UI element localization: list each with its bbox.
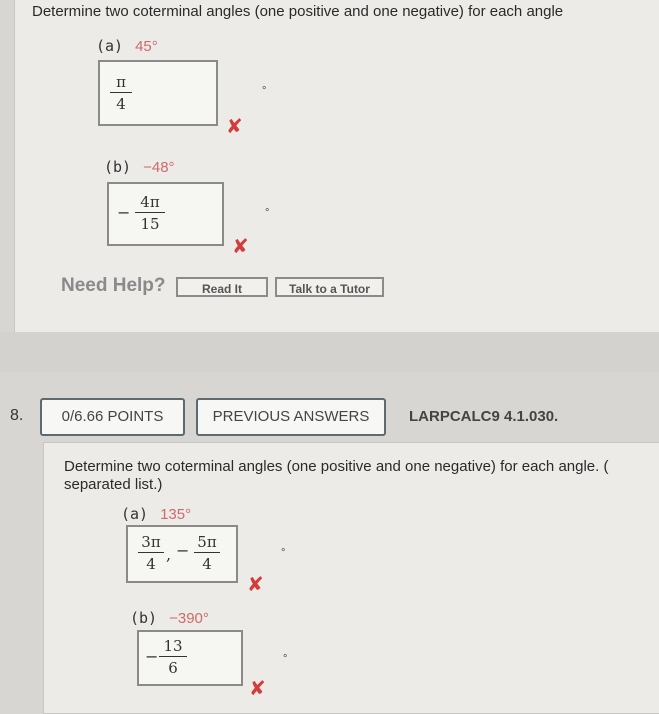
part-label-text: (b) — [104, 158, 132, 176]
question-separator — [0, 332, 659, 372]
question-number: 8. — [10, 407, 24, 424]
answer-box-a[interactable] — [98, 60, 218, 126]
part-a-label — [121, 505, 191, 523]
part-label-text: (b) — [130, 609, 158, 627]
degree-mark-icon: ° — [281, 547, 286, 559]
part-label-text: (a) — [96, 37, 124, 55]
degree-mark-icon: ° — [262, 85, 267, 97]
problem-code: LARPCALC9 4.1.030. — [409, 408, 559, 425]
fraction-numerator: 5π — [194, 533, 220, 553]
degree-mark-icon: ° — [283, 653, 288, 665]
answer-box-a[interactable] — [126, 525, 238, 583]
fraction-denominator: 6 — [168, 659, 178, 677]
points-badge: 0/6.66 POINTS — [40, 398, 185, 436]
talk-to-tutor-button[interactable]: Talk to a Tutor — [275, 277, 384, 297]
angle-value: 135° — [160, 506, 192, 523]
angle-value: −390° — [169, 610, 209, 627]
minus-sign: − — [145, 647, 159, 666]
fraction-numerator: 13 — [159, 637, 187, 657]
answer-fraction — [110, 73, 132, 113]
answer-fraction — [159, 637, 187, 677]
part-b-label — [130, 609, 209, 627]
fraction-numerator: π — [110, 73, 132, 93]
answer-fraction — [135, 193, 165, 233]
question-instruction: Determine two coterminal angles (one positive and one negative) for each angle. ( — [64, 458, 609, 475]
part-a-label — [96, 37, 158, 55]
minus-sign: − — [117, 203, 131, 222]
incorrect-icon: ✘ — [226, 114, 243, 138]
answer-box-b[interactable] — [137, 630, 243, 686]
part-b-label — [104, 158, 175, 176]
incorrect-icon: ✘ — [249, 676, 266, 700]
incorrect-icon: ✘ — [232, 234, 249, 258]
previous-answers-button[interactable]: PREVIOUS ANSWERS — [196, 398, 386, 436]
need-help-label: Need Help? — [61, 275, 166, 296]
answer-fraction-1 — [138, 533, 164, 573]
fraction-denominator: 4 — [146, 555, 156, 573]
fraction-numerator: 3π — [138, 533, 164, 553]
read-it-button[interactable]: Read It — [176, 277, 268, 297]
incorrect-icon: ✘ — [247, 572, 264, 596]
angle-value: −48° — [143, 159, 175, 176]
angle-value: 45° — [135, 38, 158, 55]
answer-fraction-2 — [194, 533, 220, 573]
fraction-denominator: 4 — [202, 555, 212, 573]
degree-mark-icon: ° — [265, 207, 270, 219]
question-instruction: Determine two coterminal angles (one positive and one negative) for each angle — [32, 3, 564, 20]
question-instruction-line2: separated list.) — [64, 476, 163, 493]
comma-separator: , — [166, 545, 172, 564]
fraction-denominator: 4 — [116, 95, 126, 113]
minus-sign: − — [176, 541, 190, 560]
fraction-denominator: 15 — [140, 215, 160, 233]
answer-box-b[interactable] — [107, 182, 224, 246]
part-label-text: (a) — [121, 505, 149, 523]
fraction-numerator: 4π — [135, 193, 165, 213]
